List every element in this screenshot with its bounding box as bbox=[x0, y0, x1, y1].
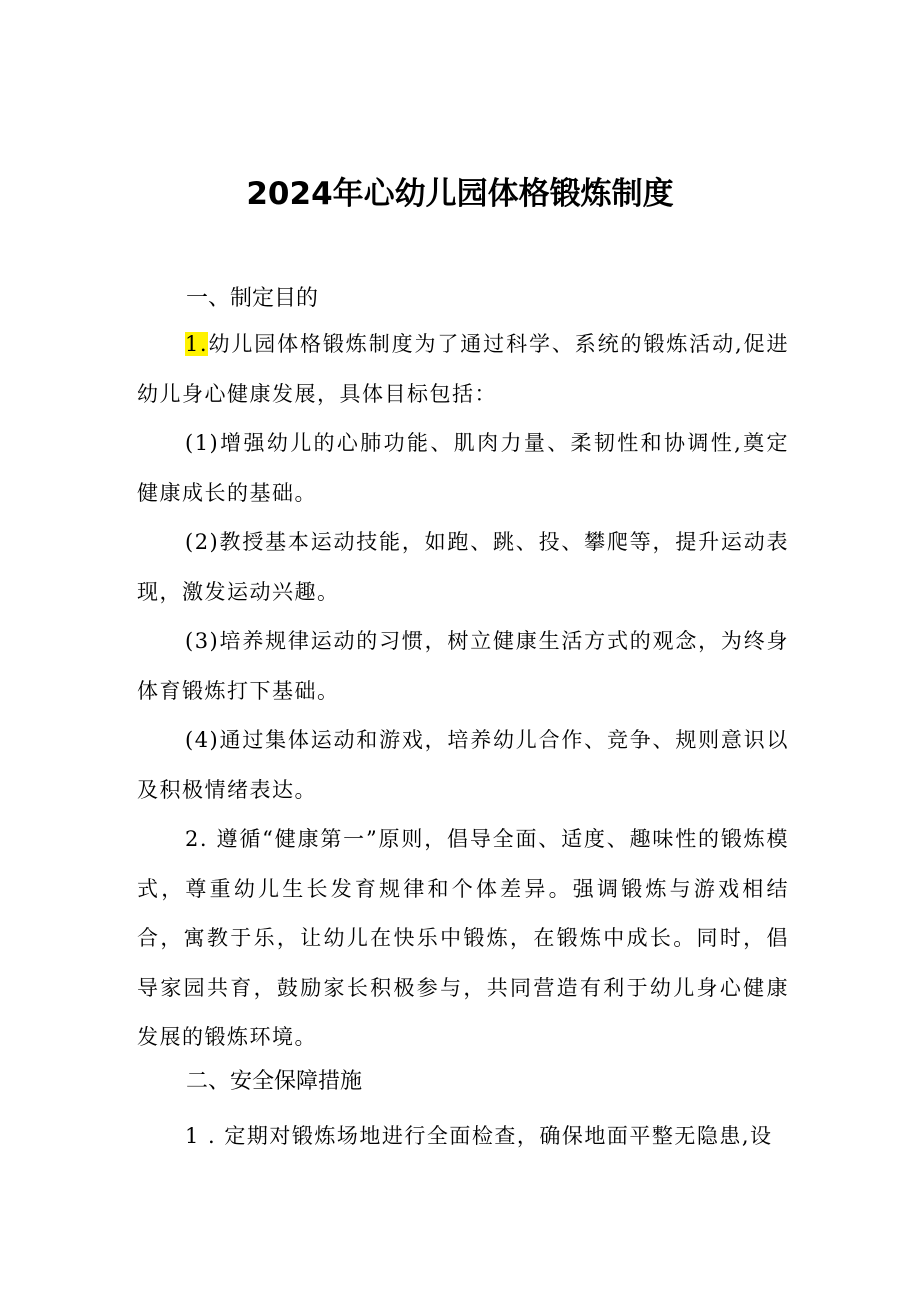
document-title: 2024年心幼儿园体格锻炼制度 bbox=[246, 176, 674, 212]
paragraph-text: 幼儿园体格锻炼制度为了通过科学、系统的锻炼活动,促进幼儿身心健康发展，具体目标包括： bbox=[137, 332, 789, 406]
paragraph: (4)通过集体运动和游戏，培养幼儿合作、竞争、规则意识以及积极情绪表达。 bbox=[137, 728, 789, 802]
section-heading-safety: 二、安全保障措施 bbox=[186, 1069, 363, 1094]
highlighted-number: 1. bbox=[185, 332, 209, 356]
paragraph: 1 . 定期对锻炼场地进行全面检查，确保地面平整无隐患,设 bbox=[185, 1124, 773, 1148]
paragraph: (3)培养规律运动的习惯，树立健康生活方式的观念，为终身体育锻炼打下基础。 bbox=[137, 629, 789, 703]
section-heading-purpose: 一、制定目的 bbox=[186, 286, 319, 311]
paragraph: 2. 遵循“健康第一”原则，倡导全面、适度、趣味性的锻炼模式，尊重幼儿生长发育规律和个体差异。强调锻炼与游戏相结合，寓教于乐，让幼儿在快乐中锻炼，在锻炼中成长。同时，倡导家园共育，鼓励家长积极参与，共同营造有利于幼儿身心健康发展的锻炼环境。 bbox=[137, 827, 789, 1049]
paragraph: (2)教授基本运动技能，如跑、跳、投、攀爬等，提升运动表现，激发运动兴趣。 bbox=[137, 530, 789, 604]
paragraph bbox=[137, 320, 789, 419]
paragraph: (1)增强幼儿的心肺功能、肌肉力量、柔韧性和协调性,奠定健康成长的基础。 bbox=[137, 431, 789, 505]
